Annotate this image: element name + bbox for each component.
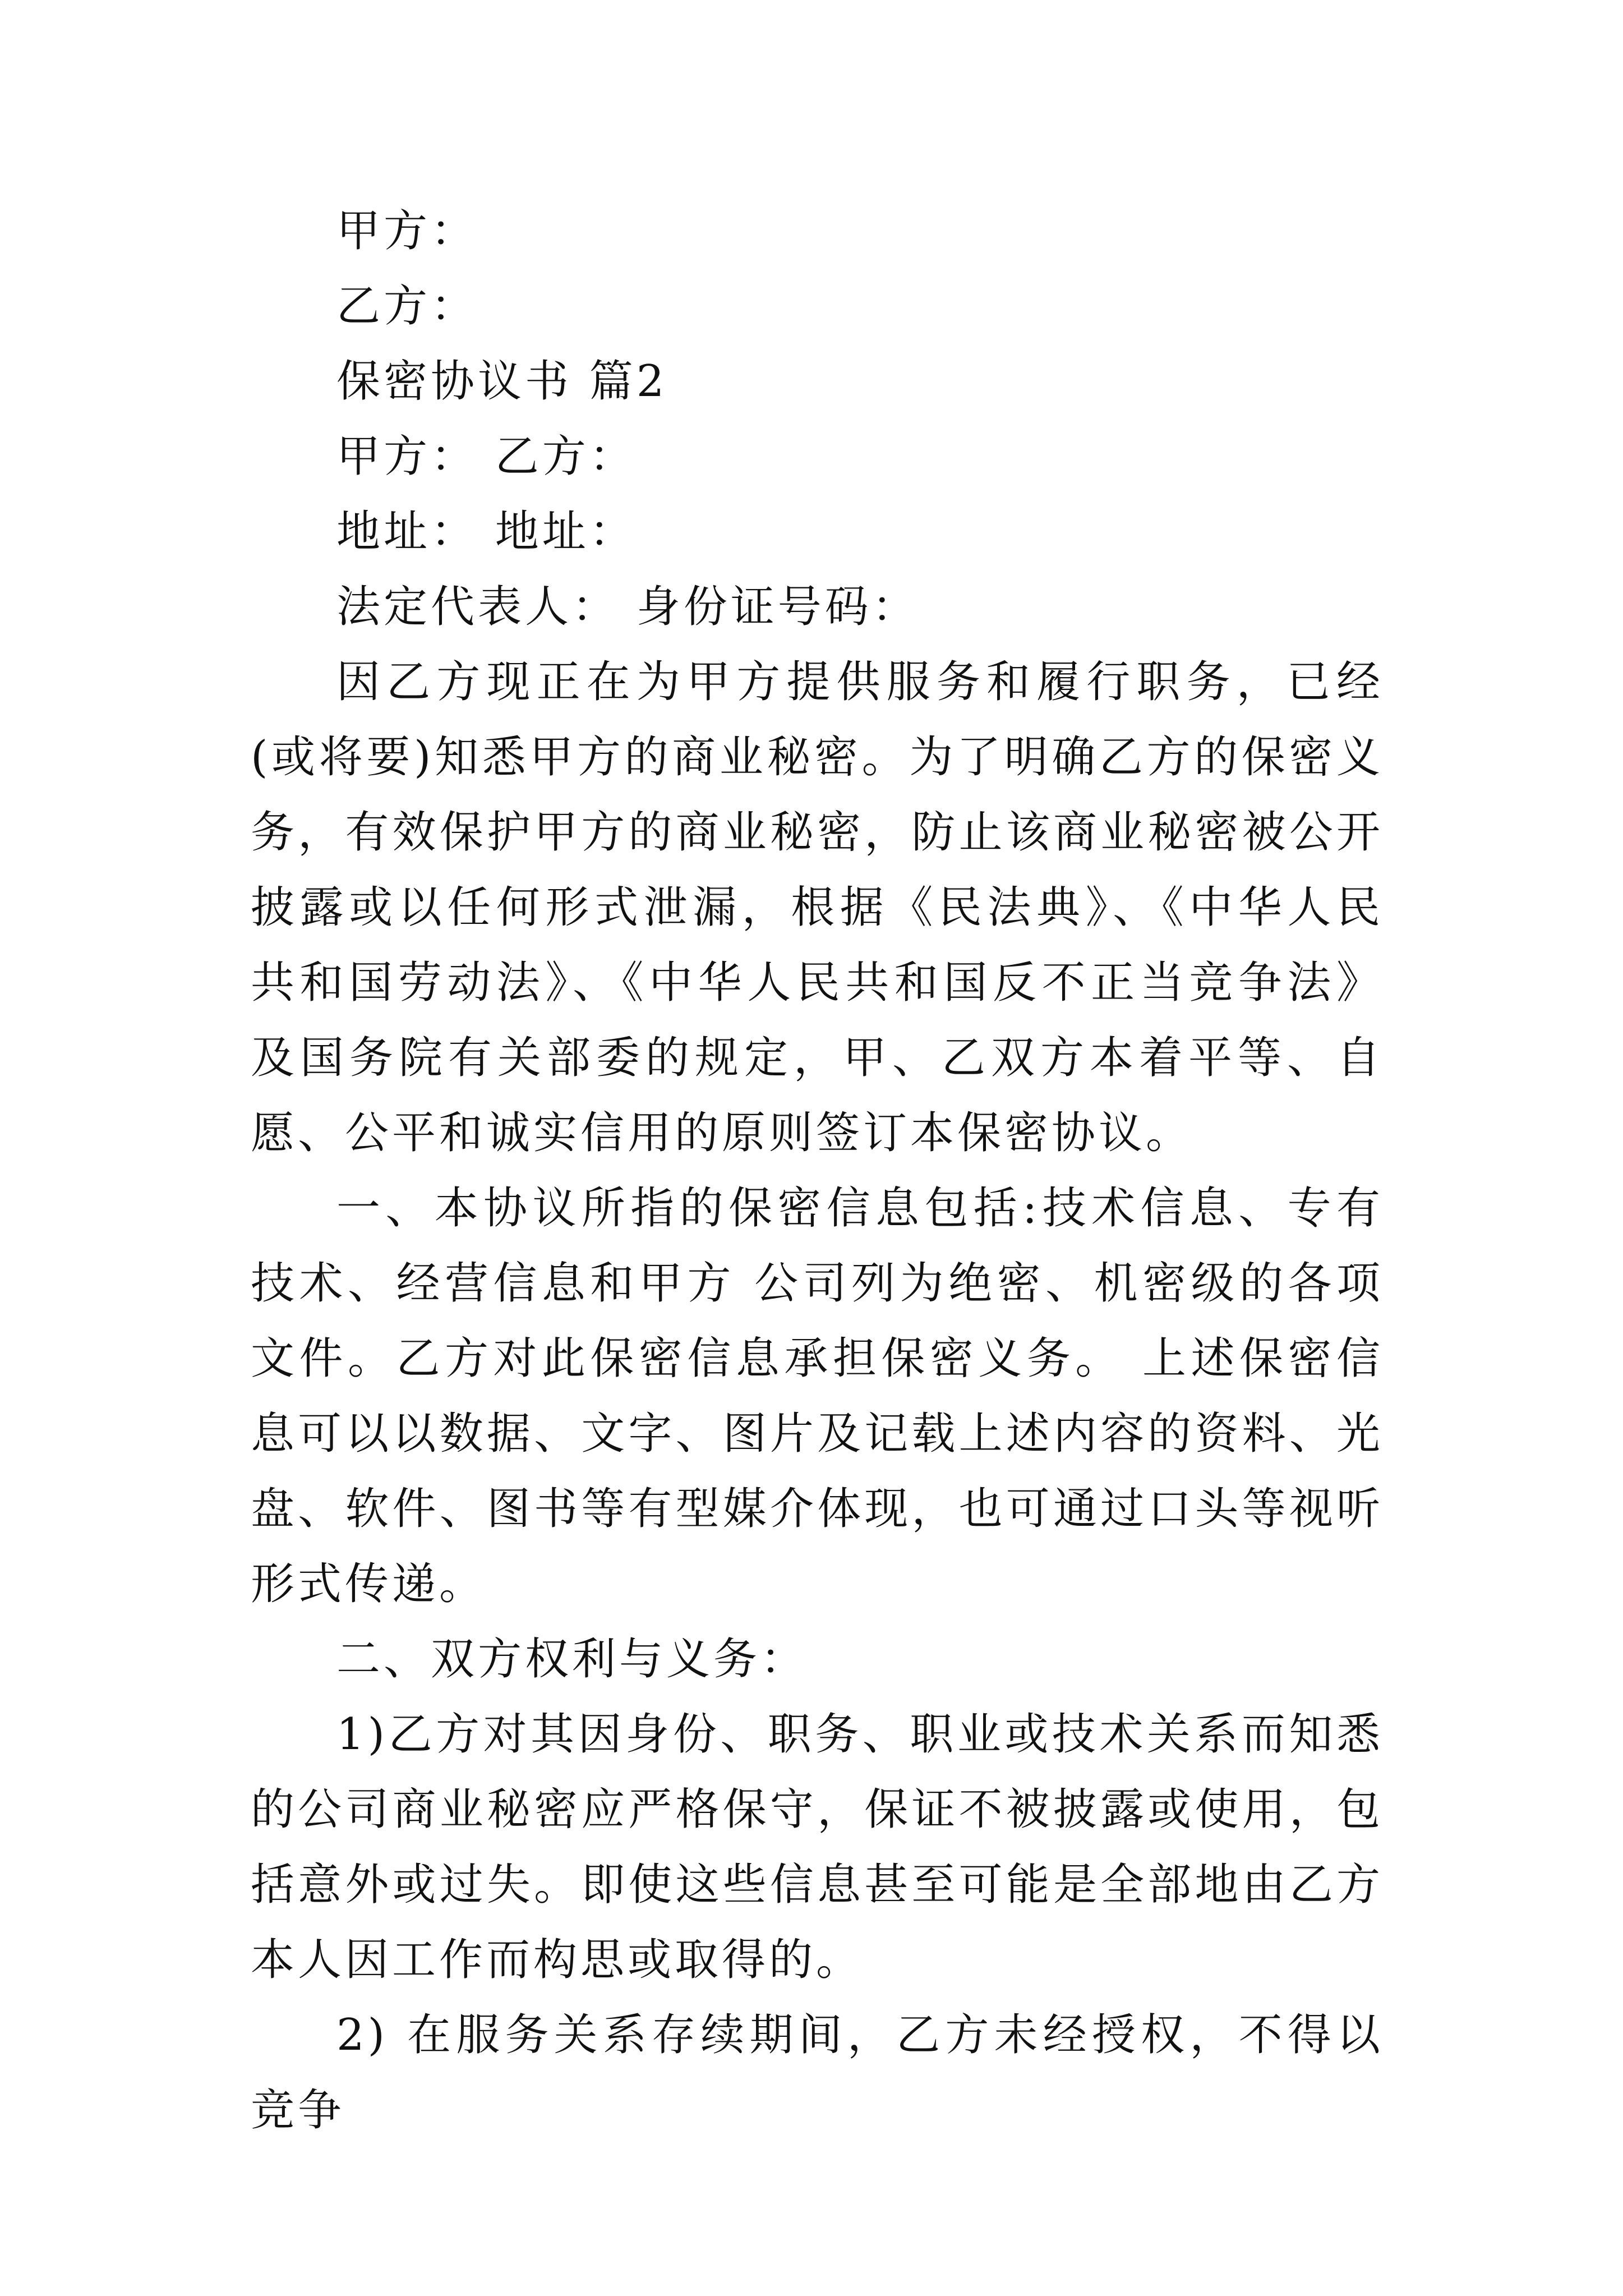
party-b-line: 乙方： xyxy=(336,281,478,332)
party-a-line: 甲方： xyxy=(336,206,478,256)
clause-two-item-1: 1)乙方对其因身份、职务、职业或技术关系而知悉的公司商业秘密应严格保守，保证不被披露或使用，包括意外或过失。即使这些信息甚至可能是全部地由乙方本人因工作而构思或取得的。 xyxy=(251,1709,1384,1985)
clause-one-paragraph: 一、本协议所指的保密信息包括:技术信息、专有技术、经营信息和甲方 公司列为绝密、机密级的各项文件。乙方对此保密信息承担保密义务。 上述保密信息可以以数据、文字、图片及记载上述内容的资料、光盘、软件、图书等有型媒介体现，也可通过口头等视听形式传递。 xyxy=(251,1183,1384,1609)
parties-line: 甲方： 乙方： xyxy=(336,431,637,482)
intro-paragraph: 因乙方现正在为甲方提供服务和履行职务，已经(或将要)知悉甲方的商业秘密。为了明确乙方的保密义务，有效保护甲方的商业秘密，防止该商业秘密被公开披露或以任何形式泄漏，根据《民法典》、《中华人民共和国劳动法》、《中华人民共和国反不正当竞争法》及国务院有关部委的规定，甲、乙双方本着平等、自愿、公平和诚实信用的原则签订本保密协议。 xyxy=(251,657,1384,1158)
section-title: 保密协议书 篇2 xyxy=(336,356,668,407)
clause-two-heading: 二、双方权利与义务： xyxy=(336,1634,808,1685)
representative-line: 法定代表人： 身份证号码： xyxy=(336,582,919,632)
address-line: 地址： 地址： xyxy=(336,507,637,557)
document-body xyxy=(251,194,1384,2148)
clause-two-item-2: 2) 在服务关系存续期间，乙方未经授权，不得以竞争 xyxy=(251,2010,1384,2136)
